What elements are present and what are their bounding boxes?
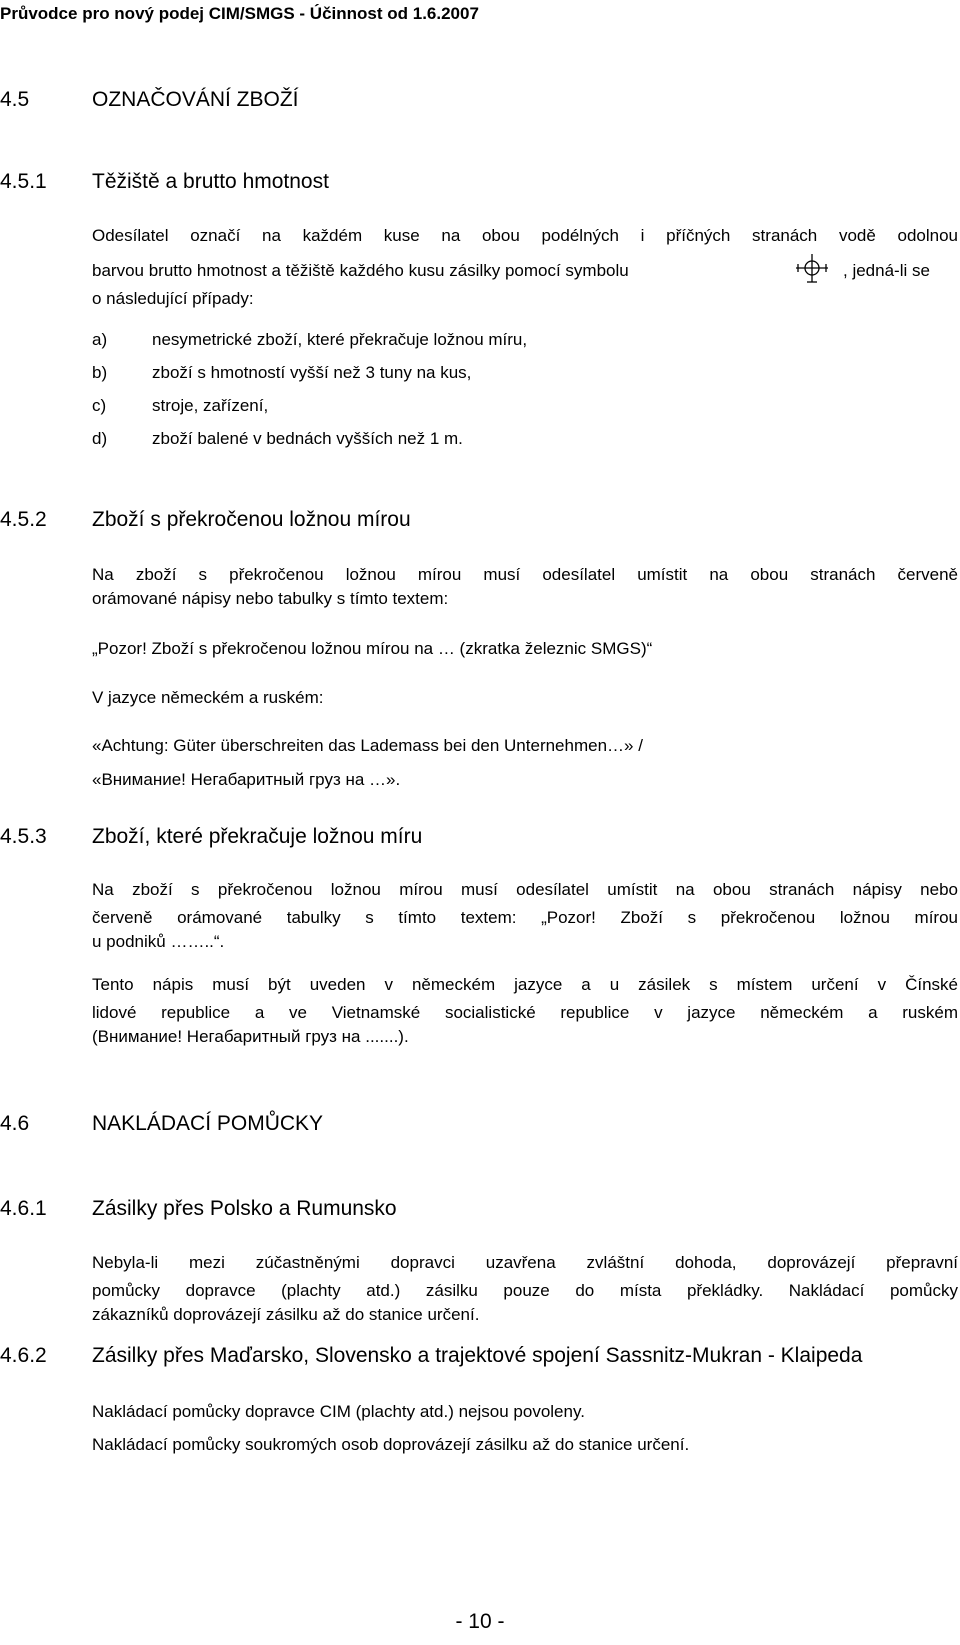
subsection-title: Zboží s překročenou ložnou mírou	[92, 508, 411, 531]
paragraph-line: Nakládací pomůcky dopravce CIM (plachty atd.) nejsou povoleny.	[92, 1402, 585, 1421]
paragraph-line: , jedná-li se	[843, 261, 930, 280]
paragraph-line: Tento nápis musí být uveden v německém jazyce a u zásilek s místem určení v Čínské	[92, 975, 958, 994]
paragraph-line: Na zboží s překročenou ložnou mírou musí odesílatel umístit na obou stranách nápisy nebo	[92, 880, 958, 899]
paragraph-line: orámované nápisy nebo tabulky s tímto textem:	[92, 589, 449, 608]
paragraph-line: barvou brutto hmotnost a těžiště každého kusu zásilky pomocí symbolu	[92, 261, 629, 280]
paragraph-line: zákazníků doprovázejí zásilku až do stanice určení.	[92, 1305, 480, 1324]
center-of-gravity-icon	[792, 252, 832, 288]
running-header: Průvodce pro nový podej CIM/SMGS - Účinnost od 1.6.2007	[0, 4, 479, 23]
section-title: NAKLÁDACÍ POMŮCKY	[92, 1112, 324, 1135]
paragraph-line: Odesílatel označí na každém kuse na obou podélných i příčných stranách vodě odolnou	[92, 226, 958, 245]
subsection-number: 4.5.1	[0, 170, 47, 193]
subsection-number: 4.6.1	[0, 1197, 47, 1220]
subsection-title: Zásilky přes Maďarsko, Slovensko a trajektové spojení Sassnitz-Mukran - Klaipeda	[92, 1344, 863, 1367]
subsection-title: Zásilky přes Polsko a Rumunsko	[92, 1197, 397, 1220]
section-number: 4.5	[0, 88, 30, 111]
subsection-number: 4.5.3	[0, 825, 47, 848]
paragraph-line: (Внимание! Негабаритный груз на .......).	[92, 1027, 409, 1046]
list-item: zboží balené v bednách vyšších než 1 m.	[152, 429, 463, 448]
section-number: 4.6	[0, 1112, 30, 1135]
list-item-label: c)	[92, 396, 107, 415]
paragraph-line: Nebyla-li mezi zúčastněnými dopravci uzavřena zvláštní dohoda, doprovázejí přepravní	[92, 1253, 958, 1272]
list-item-label: d)	[92, 429, 108, 448]
subsection-title: Zboží, které překračuje ložnou míru	[92, 825, 423, 848]
quote-line: „Pozor! Zboží s překročenou ložnou mírou na … (zkratka železnic SMGS)“	[92, 639, 653, 658]
subsection-title: Těžiště a brutto hmotnost	[92, 170, 329, 193]
paragraph-line: Na zboží s překročenou ložnou mírou musí odesílatel umístit na obou stranách červeně	[92, 565, 958, 584]
list-item-label: a)	[92, 330, 108, 349]
paragraph-line: pomůcky dopravce (plachty atd.) zásilku pouze do místa překládky. Nakládací pomůcky	[92, 1281, 958, 1300]
list-item: zboží s hmotností vyšší než 3 tuny na kus,	[152, 363, 472, 382]
list-item: stroje, zařízení,	[152, 396, 269, 415]
paragraph-line: u podniků ……..“.	[92, 932, 225, 951]
paragraph-line: lidové republice a ve Vietnamské socialistické republice v jazyce německém a ruském	[92, 1003, 958, 1022]
subsection-number: 4.5.2	[0, 508, 47, 531]
section-title: OZNAČOVÁNÍ ZBOŽÍ	[92, 88, 299, 111]
page-number: - 10 -	[455, 1610, 505, 1633]
german-text: «Achtung: Güter überschreiten das Lademass bei den Unternehmen…» /	[92, 736, 643, 755]
paragraph-line: V jazyce německém a ruském:	[92, 688, 324, 707]
paragraph-line: o následující případy:	[92, 289, 254, 308]
list-item-label: b)	[92, 363, 108, 382]
paragraph-line: Nakládací pomůcky soukromých osob doprovázejí zásilku až do stanice určení.	[92, 1435, 690, 1454]
subsection-number: 4.6.2	[0, 1344, 47, 1367]
russian-text: «Внимание! Негабаритный груз на …».	[92, 770, 401, 789]
list-item: nesymetrické zboží, které překračuje ložnou míru,	[152, 330, 528, 349]
paragraph-line: červeně orámované tabulky s tímto textem: „Pozor! Zboží s překročenou ložnou mírou	[92, 908, 958, 927]
